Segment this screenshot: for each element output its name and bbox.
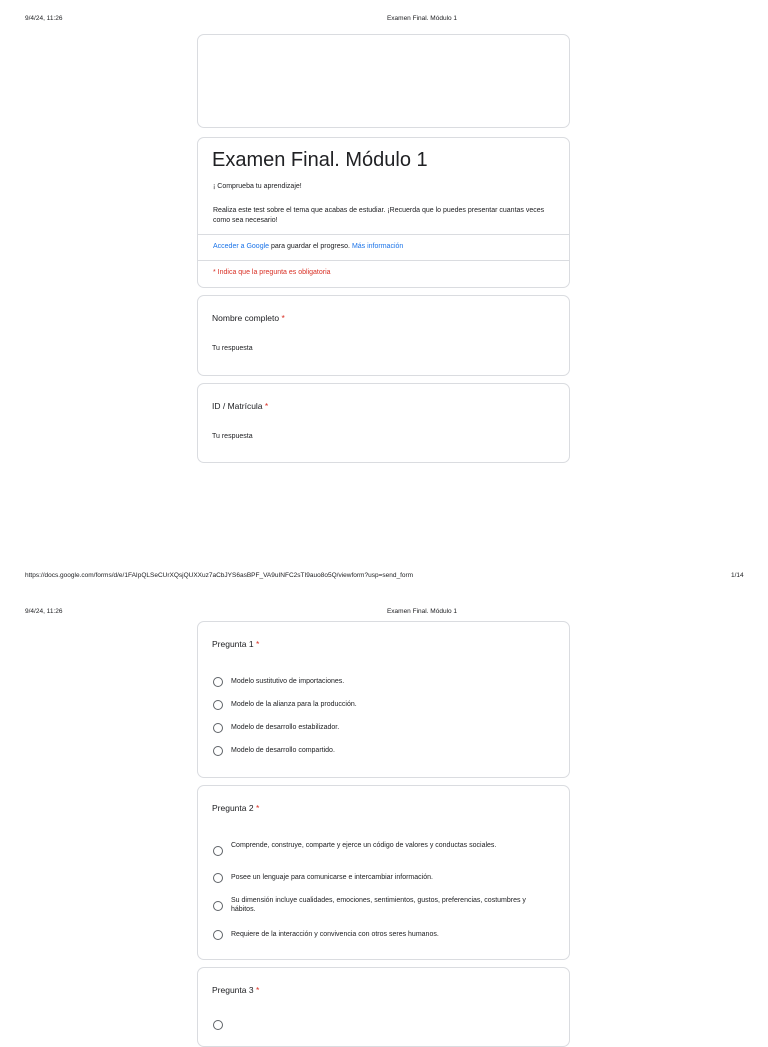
- radio-button[interactable]: [213, 846, 223, 856]
- question-card-2: [197, 785, 570, 960]
- required-star: *: [255, 639, 260, 649]
- option-label: Modelo sustitutivo de importaciones.: [231, 678, 345, 685]
- question-card-id: [197, 383, 570, 463]
- form-title: Examen Final. Módulo 1: [212, 149, 428, 171]
- radio-option[interactable]: [213, 700, 551, 710]
- question-title: [212, 639, 259, 649]
- print-doc-title: Examen Final. Módulo 1: [386, 608, 458, 615]
- print-page-number: 1/14: [731, 572, 744, 579]
- print-date: 9/4/24, 11:26: [25, 15, 63, 22]
- question-title: [212, 401, 268, 411]
- divider: [198, 234, 569, 235]
- question-card-3: [197, 967, 570, 1047]
- radio-option[interactable]: [213, 930, 551, 940]
- option-label: Modelo de la alianza para la producción.: [231, 701, 357, 708]
- question-label: ID / Matrícula: [212, 401, 263, 411]
- radio-button[interactable]: [213, 930, 223, 940]
- radio-button[interactable]: [213, 677, 223, 687]
- divider: [198, 260, 569, 261]
- question-label: Pregunta 2: [212, 803, 254, 813]
- radio-option[interactable]: [213, 896, 551, 914]
- radio-option[interactable]: [213, 873, 551, 883]
- question-card-1: [197, 621, 570, 778]
- radio-button[interactable]: [213, 723, 223, 733]
- radio-option[interactable]: [213, 746, 551, 756]
- question-title: [212, 985, 259, 995]
- form-description: Realiza este test sobre el tema que acabas de estudiar. ¡Recuerda que lo puedes presentar cuantas veces como sea necesario!: [213, 207, 545, 224]
- more-info-link[interactable]: Más información: [351, 243, 404, 250]
- option-label: Modelo de desarrollo estabilizador.: [231, 724, 340, 731]
- signin-link[interactable]: Acceder a Google: [213, 243, 270, 250]
- option-label: Modelo de desarrollo compartido.: [231, 747, 335, 754]
- print-doc-title: Examen Final. Módulo 1: [386, 15, 458, 22]
- required-note: * Indica que la pregunta es obligatoria: [213, 269, 331, 276]
- question-label: Nombre completo: [212, 313, 280, 323]
- radio-button[interactable]: [213, 746, 223, 756]
- required-star: *: [281, 313, 285, 323]
- option-label: Requiere de la interacción y convivencia con otros seres humanos.: [231, 931, 439, 938]
- radio-option[interactable]: [213, 1020, 223, 1030]
- header-banner-card: [197, 34, 570, 128]
- required-star: *: [264, 401, 269, 411]
- question-title: [212, 313, 285, 323]
- radio-button[interactable]: [213, 1020, 223, 1030]
- radio-option[interactable]: [213, 677, 551, 687]
- radio-option[interactable]: [213, 723, 551, 733]
- question-card-nombre: [197, 295, 570, 376]
- signin-text: para guardar el progreso.: [269, 243, 352, 250]
- radio-button[interactable]: [213, 873, 223, 883]
- form-title-card: [197, 137, 570, 288]
- question-label: Pregunta 3: [212, 985, 254, 995]
- answer-input[interactable]: Tu respuesta: [212, 433, 253, 440]
- required-star: *: [255, 985, 260, 995]
- option-label: Su dimensión incluye cualidades, emociones, sentimientos, gustos, preferencias, costumbres y hábitos.: [231, 897, 526, 913]
- radio-button[interactable]: [213, 901, 223, 911]
- question-title: [212, 803, 259, 813]
- option-label: Posee un lenguaje para comunicarse e intercambiar información.: [231, 874, 433, 881]
- required-star: *: [255, 803, 260, 813]
- print-date: 9/4/24, 11:26: [25, 608, 63, 615]
- signin-row: [213, 243, 403, 250]
- print-url: https://docs.google.com/forms/d/e/1FAIpQLSeCUrXQsjQUXXuz7aCbJYS6asBPF_VA9uINFC2sTI9auo8o5Q/viewform?usp=send_form: [25, 572, 414, 579]
- question-label: Pregunta 1: [212, 639, 254, 649]
- answer-input[interactable]: Tu respuesta: [212, 345, 253, 352]
- option-label: Comprende, construye, comparte y ejerce un código de valores y conductas sociales.: [231, 842, 497, 849]
- radio-option[interactable]: [213, 841, 551, 856]
- form-subtitle: ¡ Comprueba tu aprendizaje!: [213, 183, 302, 190]
- radio-button[interactable]: [213, 700, 223, 710]
